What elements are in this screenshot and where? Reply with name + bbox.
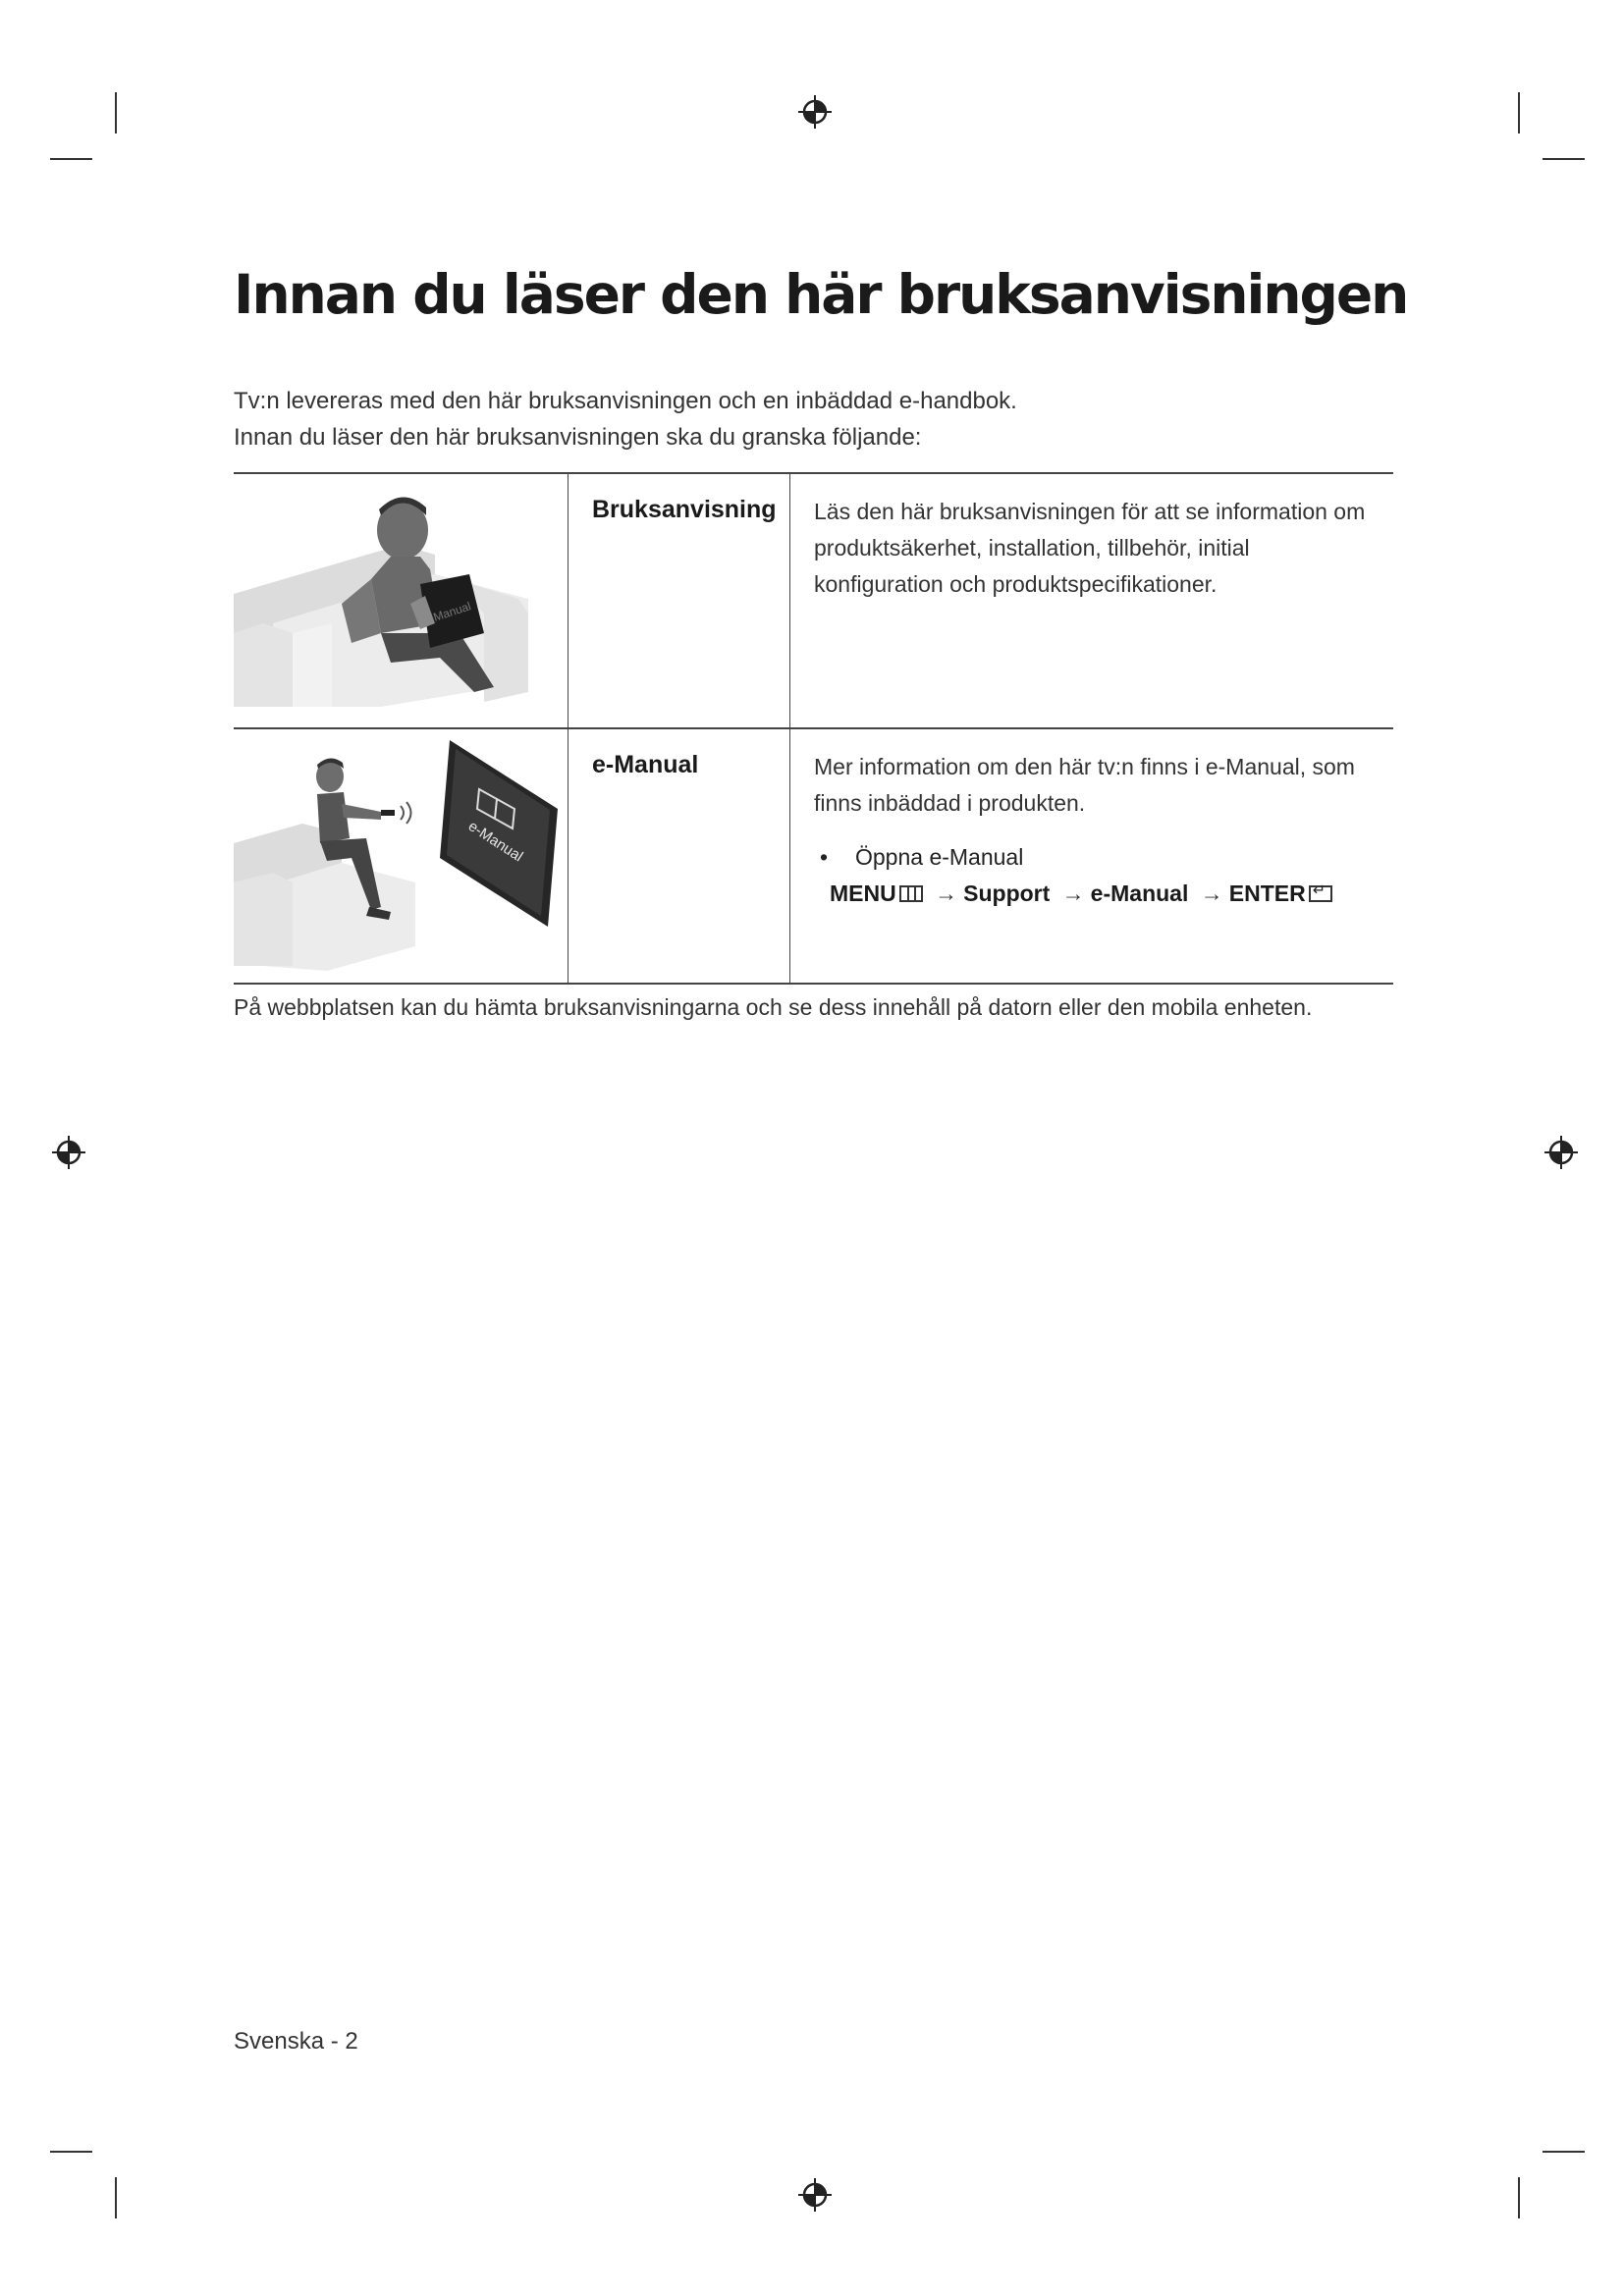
tv-emanual-label: e-Manual bbox=[464, 818, 526, 866]
name-cell bbox=[568, 728, 790, 984]
person-reading-manual-illustration bbox=[234, 486, 538, 721]
illustration-cell bbox=[234, 728, 568, 984]
table-row bbox=[234, 728, 1393, 984]
row-name-emanual: e-Manual bbox=[592, 751, 699, 778]
illustration-cell bbox=[234, 473, 568, 728]
manual-label: Manual bbox=[431, 599, 473, 624]
intro-text bbox=[234, 383, 1412, 455]
name-cell bbox=[568, 473, 790, 728]
path-menu: MENU bbox=[830, 881, 896, 906]
row-description: Läs den här bruksanvisningen för att se information om produktsäkerhet, installation, tillbehör, initial konfiguration och produktspecifikationer. bbox=[814, 499, 1366, 597]
description-cell bbox=[790, 473, 1394, 728]
menu-key-icon bbox=[899, 885, 923, 902]
arrow-icon: → bbox=[1061, 881, 1085, 906]
crop-mark-bottom-left-h bbox=[50, 2151, 92, 2153]
path-emanual: e-Manual bbox=[1090, 881, 1189, 906]
page-title: Innan du läser den här bruksanvisningen bbox=[234, 263, 1408, 326]
person-watching-tv-illustration bbox=[234, 735, 568, 981]
registration-mark-icon bbox=[797, 2177, 833, 2213]
menu-path bbox=[790, 876, 1393, 912]
row-description: Mer information om den här tv:n finns i e-Manual, som finns inbäddad i produkten. bbox=[814, 754, 1355, 816]
registration-mark-icon bbox=[797, 94, 833, 130]
intro-line-1: Tv:n levereras med den här bruksanvisningen och en inbäddad e-handbok. bbox=[234, 388, 1017, 414]
page-number: Svenska - 2 bbox=[234, 2028, 358, 2055]
arrow-icon: → bbox=[935, 881, 958, 906]
intro-line-2: Innan du läser den här bruksanvisningen ska du granska följande: bbox=[234, 424, 922, 451]
path-enter: ENTER bbox=[1228, 881, 1306, 906]
description-cell bbox=[790, 728, 1394, 984]
guide-table bbox=[234, 472, 1393, 985]
crop-mark-bottom-left-v bbox=[115, 2177, 117, 2218]
crop-mark-top-right-h bbox=[1543, 158, 1585, 160]
arrow-icon: → bbox=[1200, 881, 1223, 906]
row-name-bruksanvisning: Bruksanvisning bbox=[592, 496, 777, 523]
registration-mark-icon bbox=[51, 1135, 86, 1170]
crop-mark-top-left-h bbox=[50, 158, 92, 160]
footnote: På webbplatsen kan du hämta bruksanvisningarna och se dess innehåll på datorn eller den mobila enheten. bbox=[234, 994, 1313, 1020]
crop-mark-bottom-right-v bbox=[1518, 2177, 1520, 2218]
bullet-item: • Öppna e-Manual bbox=[820, 844, 1024, 870]
registration-mark-icon bbox=[1543, 1135, 1579, 1170]
bullet-open-emanual: Öppna e-Manual bbox=[855, 844, 1024, 870]
path-support: Support bbox=[963, 881, 1051, 906]
table-row bbox=[234, 473, 1393, 728]
crop-mark-bottom-right-h bbox=[1543, 2151, 1585, 2153]
enter-key-icon bbox=[1309, 885, 1332, 902]
crop-mark-top-right-v bbox=[1518, 92, 1520, 133]
crop-mark-top-left-v bbox=[115, 92, 117, 133]
